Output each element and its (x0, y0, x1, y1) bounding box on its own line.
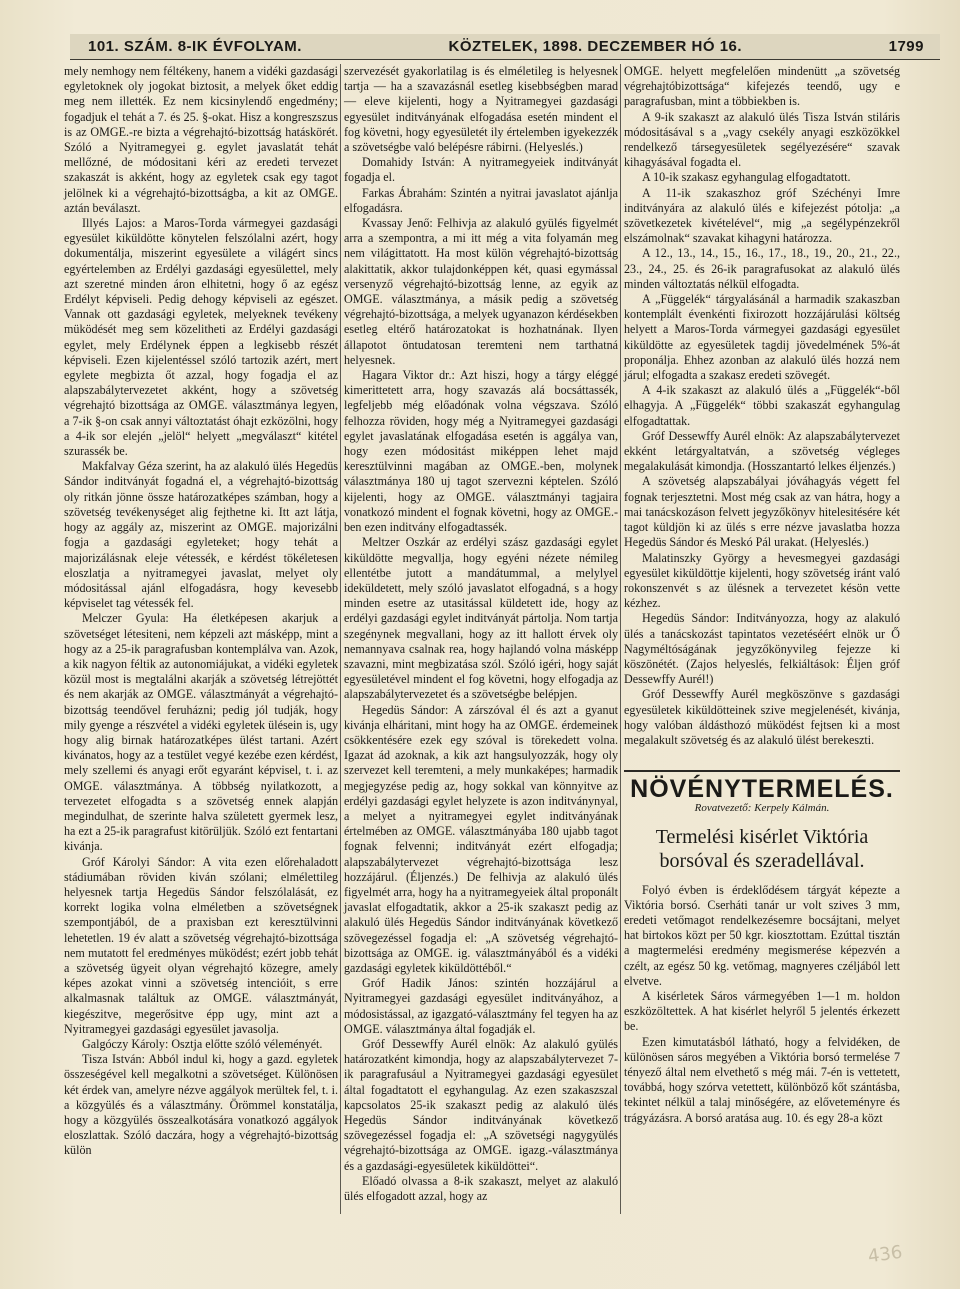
issue-number: 101. SZÁM. 8-IK ÉVFOLYAM. (88, 38, 302, 55)
column-3 (624, 64, 900, 1126)
column-rule-1 (340, 64, 341, 1214)
paragraph: Malatinszky György a hevesmegyei gazdasági egyesület kiküldöttje kijelenti, hogy szövetség iránt való rokonszenvét s az ülésnek a tervezetet késön vette kézhez. (624, 550, 900, 611)
paragraph: Gróf Dessewffy Aurél megköszönve s gazdasági egyesületek kiküldötteinek szive megjelenését, kivánja, hogy valóban áldásthozó müködést fejtsen ki a most megalakult szövetség és az alakuló ülést berekeszti. (624, 687, 900, 747)
paragraph: Hegedüs Sándor: Inditványozza, hogy az alakuló ülés a tanácskozást tapintatos vezetéséért elnök ur Ő Nagyméltóságának jegyzőkönyvileg fejezze ki köszönétét. (Zajos helyeslés, felkiáltások: Éljen gróf Dessewffy Aurél!) (624, 611, 900, 687)
paragraph: A „Függelék“ tárgyalásánál a harmadik szakaszban kontemplált évenkénti fixirozott hozzájárulási költség helyett a Maros-Torda vármegyei gazdasági egyesület kiküldötte az egyesületek tagdij jövedelmének 5%-át proponálja. Ehhez azonban az alakuló ülés hozzá nem járul; elfogadta a szakasz eredeti szövegét. (624, 292, 900, 383)
paragraph: A kisérletek Sáros vármegyében 1—1 m. holdon eszközöltettek. A hat kisérlet helyről 5 jelentés érkezett be. (624, 988, 900, 1034)
publication-date: KÖZTELEK, 1898. DECZEMBER HÓ 16. (448, 38, 743, 55)
paragraph: Gróf Dessewffy Aurél elnök: Az alapszabálytervezet ekként letárgyaltatván, a szövetség végleges megalakulását kimondja. (Hosszantartó lelkes éljenzés.) (624, 428, 900, 474)
paragraph: Farkas Ábrahám: Szintén a nyitrai javaslatot ajánlja elfogadásra. (344, 185, 618, 215)
paragraph: Kvassay Jenő: Felhivja az alakuló gyülés figyelmét arra a szempontra, a mi itt még a vita folyamán meg nem világittatott. Ha most külön végrehajtó-bizottság alakittatik, akkor tulajdonképpen két, quasi egymással versenyző végrehajtó-bizottság lenne, az egyik az OMGE. választmánya, a másik pedig a szövetség végrehajtó-bizottsága, a melyek ugyanazon kérdésekben esetleg eltérő határozatokat is hozhatnának. Ilyen állapotot öntudatosan teremteni nem tarthatná helyesnek. (344, 216, 618, 367)
paragraph: OMGE. helyett megfelelően mindenütt „a szövetség végrehajtóbizottsága“ kifejezés teendő, ugy e paragrafusban, mint a többiekben is. (624, 64, 900, 109)
paragraph: Gróf Dessewffy Aurél elnök: Az alakuló gyülés határozatként kimondja, hogy az alapszabálytervezet 7-ik paragrafusául a Nyitramegyei gazdasági egyesület által fogadtatott el egyhangulag. Az ezen szakaszszal kapcsolatos 25-ik szakaszt pedig az alakuló ülés Hegedüs Sándor inditványának következő szövegezéssel fogadja el: „A szövetségi nagygyülés végrehajtó-bizottsága az OMGE. igazg.-választmánya és a gazdasági-egyesületek kiküldöttei“. (344, 1037, 618, 1173)
paragraph: Makfalvay Géza szerint, ha az alakuló ülés Hegedüs Sándor inditványát fogadná el, a végrehajtó-bizottság oly ritkán jönne össze határozatképes számban, hogy a szövetség tevékenységet alig fejthetne ki. Itt azt látja, hogy az aggály az, miszerint az OMGE. majorizálni fogja a gazdasági egyleteket; hogy tehát a majorizálásnak eleje vétessék, e kérdést tökéletesen eloszlatja a nyitramegyei javaslat, melyet oly módositással ajánl elfogadásra, hogy kevesebb képviselet tag vétessék fel. (64, 459, 338, 611)
paragraph: A 10-ik szakasz egyhangulag elfogadtatott. (642, 170, 851, 185)
article-title: Termelési kisérlet Viktória borsóval és szeradellával. (655, 825, 869, 872)
column-2 (344, 64, 618, 1204)
paragraph: Galgóczy Károly: Osztja előtte szóló véleményét. (82, 1037, 323, 1051)
paragraph: Folyó évben is érdeklődésem tárgyát képezte a Viktória borsó. Cserháti tanár ur volt szives 3 mm, eredeti vetőmagot rendelkezésemre bocsájtani, melyet hat birtokos közt per 50 kgr. kiosztottam. Ezúttal tisztán a magtermelési eredmény megismerése képezvén a czélt, az egész 50 kg. vetőmag, magnyeres czéljából lett elvetve. (624, 882, 900, 988)
paragraph: szervezését gyakorlatilag is és elméletileg is helyesnek tartja — ha a szavazásnál esetleg kisebbségben marad — eleve kijelenti, hogy a Nyitramegyei gazdasági egyesület inditványának elfogadása esetén mindent el fog követni, hogy egyesületét ily értelemben igyekezzék a szövetségbe való belépésre rábirni. (Helyeslés.) (344, 64, 618, 155)
paragraph: Melczer Gyula: Ha életképesen akarjuk a szövetséget létesiteni, nem képzeli azt másképp, mint a hogy az a 25-ik paragrafusban kontemplálva van. Azok, a kik nagyon féltik az autonomiájukat, a vidéki egyletek közül most is megtalálni akarják a szövetség létrejöttét és nem akarják az OMGE. választmányát a végrehajtó-bizottság teendővel feruházni; pedig jól tudják, hogy mily gyenge a részvétel a vidéki egyletek ülésein is, ugy hogy alig birnak határozatképes ülést tartani. Azért kivánatos, hogy az a testület vegyé kezébe ezen kérdést, mely szellemi és anyagi erőt egyaránt képvisel, t. i. az OMGE. választmánya. A többség nyilatkozott, a tervezetet elfogadta s a szövetség ennek alapján megindulhat, de szerinte halva született gyermek lesz, ha ezt a 25-ik paragrafust kitörüljük. Szóló ezt fentartani kivánja. (64, 611, 338, 854)
page-number: 1799 (888, 38, 924, 55)
paragraph: Hegedüs Sándor: A zárszóval él és azt a gyanut kivánja elháritani, mint hogy ha az OMGE. érdemeinek csökkentésére ezek egy szóval is törekedett volna. Igazat ád azoknak, a kik azt hangsulyozzák, hogy oly szervezet kell teremteni, a mely munkaképes; harmadik megjegyzése pedig az, hogy sokkal van könnyitve az erdélyi gazdasági egylet helyzete is azon inditványnyal, a melyet a nyitramegyei egylet inditványának értelmében az OMGE. választmányába 180 ujabb tagot fognak felvenni; inditványát ezért elfogadja; alapszabálytervezet végrehajtó-bizottsága lesz hozzájárul. (Éljenzés.) De felhivja az alakuló ülés figyelmét arra, hogy ha a nyitramegyeiek által proponált javaslat elfogadtatik, akkor a 25-ik szakaszt pedig az alakuló ülés Hegedüs Sándor inditványának következő szövegezéssel fogadja el: „A szövetség végrehajtó-bizottsága az OMGE. ig. választmányából és a vidéki gazdasági egyletek kiküldöttéből.“ (344, 702, 618, 975)
section-title: NÖVÉNYTERMELÉS. (630, 775, 894, 804)
column-1 (64, 64, 338, 1159)
paragraph: Ezen kimutatásból látható, hogy a felvidéken, de különösen sáros megyében a Viktória borsó termelése 7 tényező által nem elvethető s még mái. 7-én is vettetett, továbbá, hogy szórva vetettett, különböző kőt szántásba, tekintet nélkül a talaj minőségére, az előveteményre és trágyázásra. A borsó aratása aug. 10. és egy 28-a közt (624, 1034, 900, 1125)
paragraph: A 12., 13., 14., 15., 16., 17., 18., 19., 20., 21., 22., 23., 24., 25. és 26-ik paragrafusokat az alakuló ülés minden változtatás nélkül elfogadta. (624, 246, 900, 291)
paragraph: Hagara Viktor dr.: Azt hiszi, hogy a tárgy eléggé kimerittetett arra, hogy szavazás alá bocsáttassék, legfeljebb még előadónak volna végszava. Szóló felhozza röviden, hogy még a Nyitramegyei gazdasági egylet javaslatának elfogadása esetén is aggálya van, hogy ezen módositást miképpen lehet majd keresztülvinni magában az OMGE.-ben, molynek választmánya 180 uj tagot szervezni képtelen. Szóló kijelenti, hogy az OMGE. választmányi tagjaira vonatkozó mindent el fognak követni, hogy az OMGE.-ben ezen inditvány elfogadtassék. (344, 368, 618, 535)
paragraph: A 11-ik szakaszhoz gróf Széchényi Imre inditványára az alakuló ülés e kifejezést pótolja: „a szövetkezetek kivételével“, mig „a segélypénzekről elszámolnak“ szavakat kihagyni határozza. (624, 185, 900, 246)
paragraph: Tisza István: Abból indul ki, hogy a gazd. egyletek összeségével kell megalkotni a szövetséget. Különösen két érdek van, amelyre nézve aggályok merültek fel, t. i. a közgyülés és a választmány. Örömmel konstatálja, hogy a közgyülés összealkotására vonatkozó aggályok eloszlattak. Szóló daczára, hogy a végrehajtó-bizottság külön (64, 1052, 338, 1158)
paragraph: A 9-ik szakaszt az alakuló ülés Tisza István stiláris módositásával s a „vagy csekély anyagi eszközökkel rendelkező társegyesületek segélyezésére“ szavak kihagyásával fogadta el. (624, 109, 900, 170)
paragraph: mely nemhogy nem féltékeny, hanem a vidéki gazdasági egyletoknek oly jogokat biztosit, a melyek őket eddig meg nem illették. Ez nem kicsinylendő engedmény; fogadjuk el tehát a 7. és 25. §-okat. Hisz a kongreszszus is az OMGE.-re bizta a végrehajtó-bizottság hatáskörét. Szóló a Nyitramegyei g. egylet javaslatát tehát mellőzné, de módositani kéri az eredeti tervezet szakaszát is akként, hogy az egyletek csak egy tagot jelölnek ki a végrehajtó-bizottságba, a kit az OMGE. aztán beválaszt. (64, 64, 338, 215)
section-novenytermeles (624, 770, 900, 1126)
handwritten-note: 436 (866, 1241, 904, 1268)
paragraph: Illyés Lajos: a Maros-Torda vármegyei gazdasági egyesület kiküldötte könytelen felszólalni azért, hogy dokumentálja, miszerint egyesülete a világért sincs egyértelemben az Erdélyi gazdasági egyesülettel, mely azt szeretné minden áron elhitetni, hogy ő az egész Erdélyt képviseli. Pedig dehogy képviseli az egészet. Vannak ott gazdasági egyletek, melyeknek tevékeny müködését meg sem közelitheti az Erdélyi gazdasági egylet, mely Erdélynek éppen a legkisebb részét képviseli. Ezen kijelentéssel szóló tartozik azért, mert egylete megbizta őt azzal, hogy fogadja el az alapszabálytervezetet akként, hogy a szövetség végrehajtó bizottsága az OMGE. választmánya legyen, a 7-ik §-on csak annyi változtatást óhajt ezközölni, hogy a 4-ik sor elején „jelöl“ helyett „megválaszt“ kitétel szurassék be. (64, 216, 338, 459)
paragraph: A 4-ik szakaszt az alakuló ülés a „Függelék“-ből elhagyja. A „Függelék“ többi szakaszát egyhangulag elfogadtattak. (624, 383, 900, 428)
paragraph: Gróf Károlyi Sándor: A vita ezen előrehaladott stádiumában röviden kiván szólani; elmélettileg helyesnek tartja Hegedüs Sándor felszólalását, ez korrekt logika volna elméletben a szövetségnek szempontjából, de a praxisban ezt keresztülvinni lehetetlen. 19 év alatt a szövetség végrehajtó-bizottsága nem mutatott fel eredményes müködést; ezért jobb tehát a szövetség ügyeit olyan végrehajtó közegre, amely képes azokat vinni a szövetség intencióit, s erre alkalmasnak találtuk az OMGE. választmányát, kiegészitve, megerősitve épp ugy, mint azt a Nyitramegyei gazdasági egyesület javasolja. (64, 854, 338, 1036)
paragraph: Meltzer Oszkár az erdélyi szász gazdasági egylet kiküldötte megvallja, hogy egyéni nézete némileg ellentétbe jutott a mandátummal, a melylyel ideküldetett, mely szóló javaslatot elfogadná, s a hogy minden esetre az utasitással küldetett ide, hogy az erdélyi gazdasági egylet inditványát pártolja. Nom tartja szegénynek megvallani, hogy az itt hallott érvek oly nemannyava csalnak rea, hogy hajlandó volna másképp szavazni, mint megbizatása szól. Szóló igéri, hogy saját egyesületével mindent el fog követni, hogy elfogadja az alapszabálytervezetet és a szövetségbe belépjen. (344, 535, 618, 702)
paragraph: Gróf Hadik János: szintén hozzájárul a Nyitramegyei gazdasági egyesület inditványához, a módosistással, az igazgató-választmány fel tegyen ha az OMGE. választmánya által fogadják el. (344, 976, 618, 1036)
paragraph: Domahidy István: A nyitramegyeiek inditványát fogadja el. (344, 155, 618, 185)
column-rule-2 (620, 64, 621, 1214)
paragraph: A szövetség alapszabályai jóváhagyás végett fel fognak terjesztetni. Most még csak az van hátra, hogy a mai tanácskozáson felvett jegyzőkönyv hitelesitésére két tagot küldjön ki az ülés s erre nézve javaslatba hozza Hegedüs Sándor és Meskó Pál urakat. (Helyeslés.) (624, 474, 900, 550)
section-editor: Rovatvezető: Kerpely Kálmán. (694, 802, 830, 815)
paragraph: Előadó olvassa a 8-ik szakaszt, melyet az alakuló ülés elfogadott azzal, hogy az (344, 1173, 618, 1204)
page-header (70, 34, 940, 60)
